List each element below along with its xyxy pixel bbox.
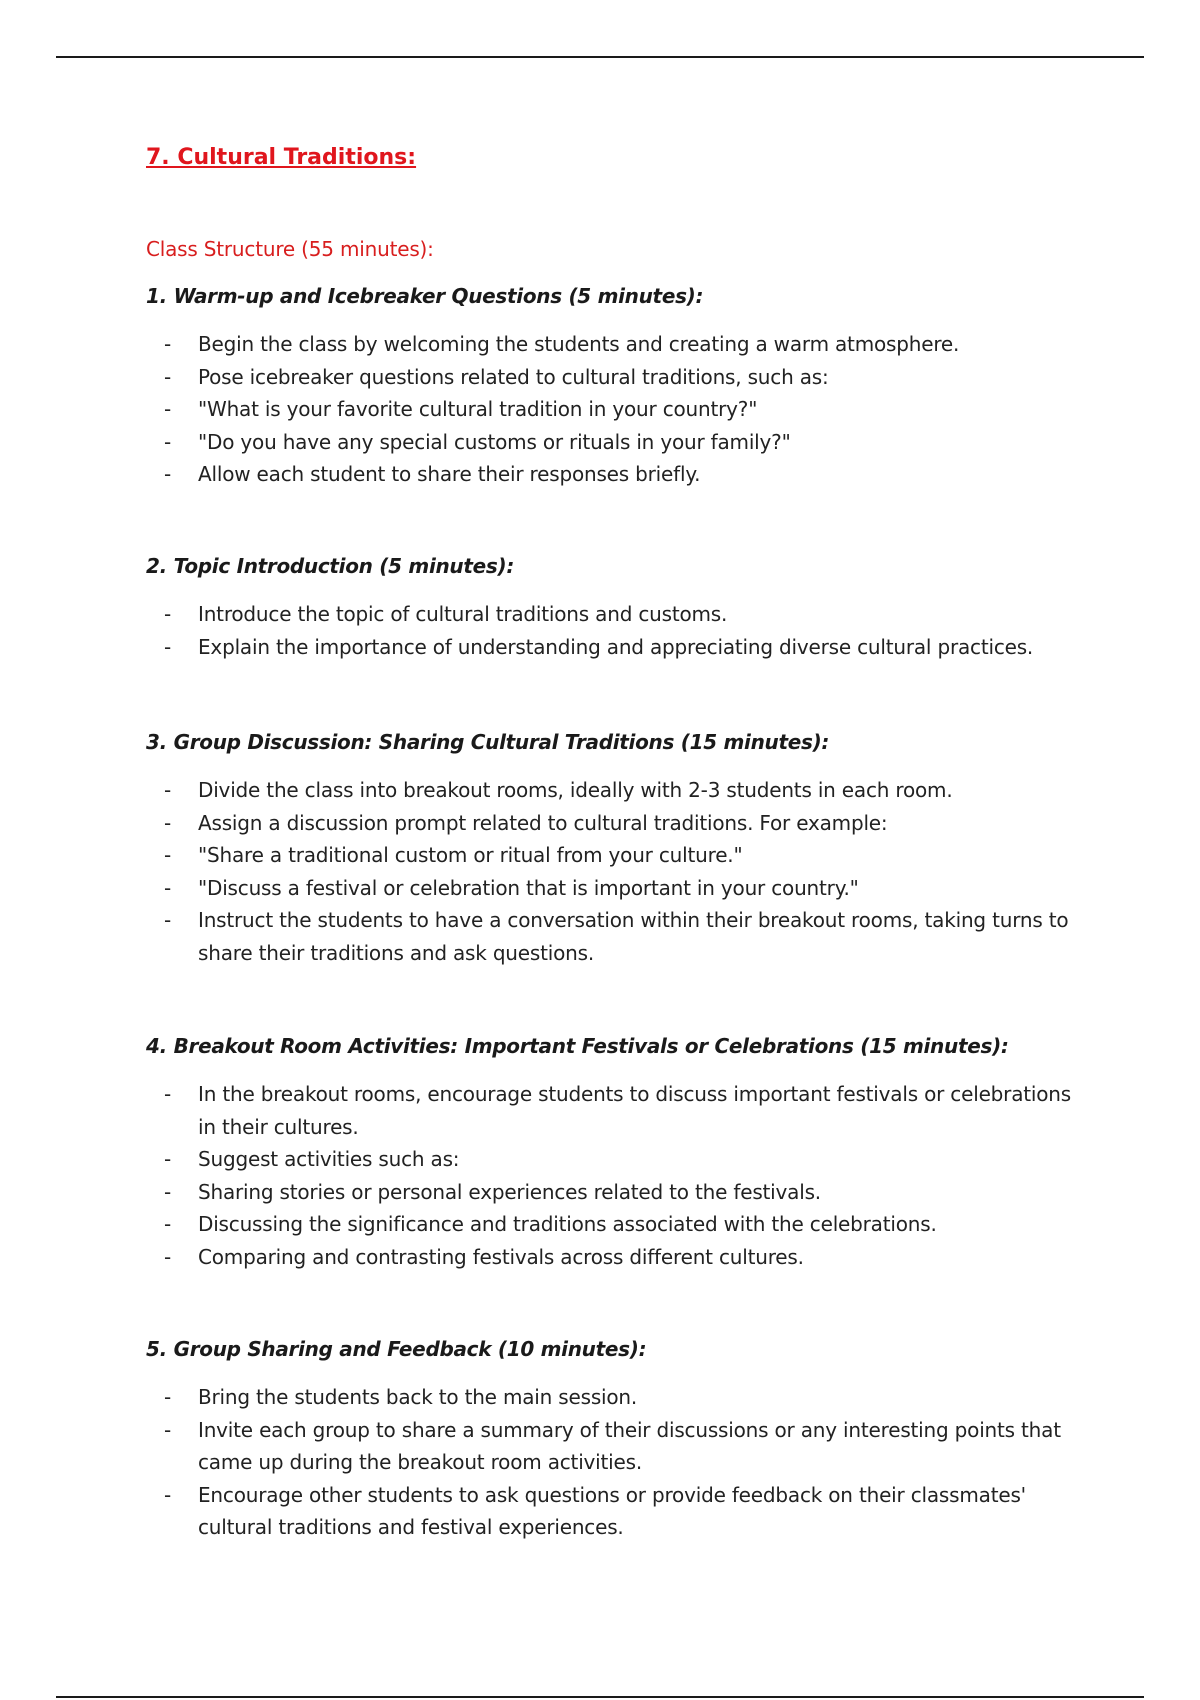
- list-item: - Explain the importance of understanding and appreciating diverse cultural practices.: [146, 631, 1086, 664]
- list-item: - Encourage other students to ask questions or provide feedback on their classmates' cultural traditions and festival experiences.: [146, 1479, 1086, 1544]
- list-item: - Instruct the students to have a conversation within their breakout rooms, taking turns to share their traditions and ask questions.: [146, 904, 1086, 969]
- class-structure-label: Class Structure (55 minutes):: [146, 237, 434, 261]
- list-item: - In the breakout rooms, encourage students to discuss important festivals or celebrations in their cultures.: [146, 1078, 1086, 1143]
- section-heading: 4. Breakout Room Activities: Important Festivals or Celebrations (15 minutes):: [146, 1034, 1009, 1058]
- list-item: - "What is your favorite cultural tradition in your country?": [146, 393, 1086, 426]
- bullet-list: [146, 1381, 1086, 1544]
- document-title: 7. Cultural Traditions:: [146, 145, 417, 170]
- list-item: - Comparing and contrasting festivals across different cultures.: [146, 1241, 1086, 1274]
- list-item: - Bring the students back to the main session.: [146, 1381, 1086, 1414]
- bullet-list: [146, 328, 1086, 491]
- section-heading: 5. Group Sharing and Feedback (10 minutes):: [146, 1337, 647, 1361]
- section-heading: 2. Topic Introduction (5 minutes):: [146, 554, 515, 578]
- list-item: - Pose icebreaker questions related to cultural traditions, such as:: [146, 361, 1086, 394]
- list-item: - Suggest activities such as:: [146, 1143, 1086, 1176]
- list-item: - Assign a discussion prompt related to cultural traditions. For example:: [146, 807, 1086, 840]
- bottom-rule: [56, 1696, 1144, 1698]
- top-rule: [56, 56, 1144, 58]
- section-group-discussion: [146, 728, 1086, 969]
- section-group-sharing: [146, 1335, 1086, 1544]
- list-item: - Introduce the topic of cultural traditions and customs.: [146, 598, 1086, 631]
- section-heading: 3. Group Discussion: Sharing Cultural Traditions (15 minutes):: [146, 730, 830, 754]
- list-item: - "Do you have any special customs or rituals in your family?": [146, 426, 1086, 459]
- bullet-list: [146, 774, 1086, 969]
- document-body: [146, 140, 1086, 1539]
- list-item: - "Discuss a festival or celebration that is important in your country.": [146, 872, 1086, 905]
- list-item: - Begin the class by welcoming the students and creating a warm atmosphere.: [146, 328, 1086, 361]
- list-item: - "Share a traditional custom or ritual from your culture.": [146, 839, 1086, 872]
- bullet-list: [146, 598, 1086, 663]
- section-heading: 1. Warm-up and Icebreaker Questions (5 minutes):: [146, 284, 704, 308]
- list-item: - Invite each group to share a summary of their discussions or any interesting points that came up during the breakout room activities.: [146, 1414, 1086, 1479]
- list-item: - Divide the class into breakout rooms, ideally with 2-3 students in each room.: [146, 774, 1086, 807]
- list-item: - Allow each student to share their responses briefly.: [146, 458, 1086, 491]
- bullet-list: [146, 1078, 1086, 1273]
- section-warm-up: [146, 282, 1086, 491]
- section-topic-introduction: [146, 552, 1086, 663]
- list-item: - Discussing the significance and traditions associated with the celebrations.: [146, 1208, 1086, 1241]
- list-item: - Sharing stories or personal experiences related to the festivals.: [146, 1176, 1086, 1209]
- section-breakout-activities: [146, 1032, 1086, 1273]
